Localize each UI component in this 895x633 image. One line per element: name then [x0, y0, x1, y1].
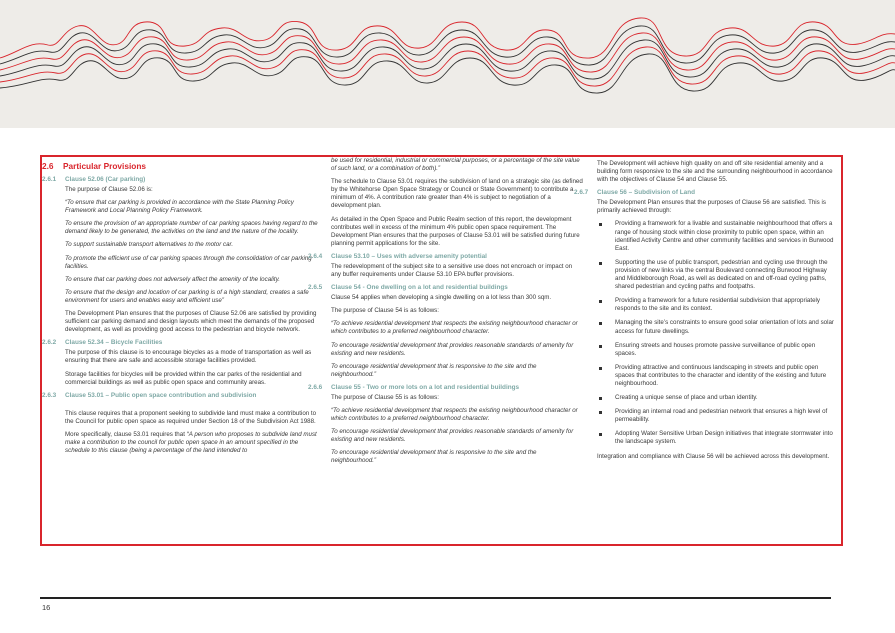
column-1 — [42, 161, 318, 460]
paragraph-lead: More specifically, clause 53.01 requires that — [65, 430, 187, 438]
list-item: Managing the site’s constraints to ensure good solar orientation of lots and solar access for future dwellings. — [597, 319, 837, 335]
paragraph: Storage facilities for bicycles will be provided within the car parks of the residential and commercial buildings as well as public open space and community areas. — [65, 370, 302, 386]
subheading-title: Clause 52.06 (Car parking) — [65, 176, 146, 183]
paragraph: The schedule to Clause 53.01 requires the subdivision of land on a strategic site (as defined by the Whitehorse Open Space Strategy or Council or State Government) to contribute a minimum of 4%. A contribution rate greater than 4% is subject to negotiation of a development plan. — [331, 178, 583, 210]
subheading-title: Clause 56 – Subdivision of Land — [597, 189, 696, 197]
quote-inline: “A person who proposes to subdivide land must make a contribution to the council for public open space in an amount specified in the schedule to this clause (being a percentage of the land intended to — [65, 430, 317, 455]
page-number: 16 — [42, 603, 51, 612]
paragraph: The purpose of Clause 54 is as follows: — [331, 307, 439, 315]
quote: “To achieve residential development that respects the existing neighbourhood character or which contributes to a preferred neighbourhood character. — [331, 406, 578, 423]
subheading-title: Clause 54 - One dwelling on a lot and residential buildings — [331, 284, 508, 292]
subheading-number: 2.6.5 — [308, 284, 323, 292]
subheading-2-6-5 — [308, 284, 583, 292]
subheading-2-6-2 — [42, 339, 318, 347]
quote: To encourage residential development that provides reasonable standards of amenity for existing and new residents. — [331, 341, 574, 357]
paragraph: The purpose of Clause 55 is as follows: — [331, 393, 439, 401]
subheading-number: 2.6.1 — [42, 176, 57, 183]
paragraph: Clause 54 applies when developing a single dwelling on a lot less than 300 sqm. — [331, 294, 552, 302]
list-item: Providing a framework for a livable and sustainable neighbourhood that offers a range of housing stock within close proximity to public open space, within an identified Activity Centre and other community facilities and services in Burwood East. — [597, 220, 837, 252]
subheading-number: 2.6.4 — [308, 252, 323, 260]
list-item: Ensuring streets and houses promote passive surveillance of public open spaces. — [597, 342, 837, 358]
subheading-title: Clause 53.10 – Uses with adverse amenity potential — [331, 252, 487, 260]
quote: be used for residential, industrial or commercial purposes, or a percentage of the site value of such land, or a combination of both).” — [331, 157, 580, 173]
paragraph: Integration and compliance with Clause 56 will be achieved across this development. — [597, 452, 830, 460]
subheading-title: Clause 53.01 – Public open space contribution and subdivision — [65, 391, 257, 399]
subheading-title: Clause 55 - Two or more lots on a lot and residential buildings — [331, 383, 520, 391]
list-item: Providing attractive and continuous landscaping in streets and public open spaces that contributes to the character and identity of the existing and future neighbourhood. — [597, 364, 837, 388]
list-item: Providing a framework for a future residential subdivision that appropriately responds to the site and its context. — [597, 297, 837, 313]
quote: To support sustainable transport alternatives to the motor car. — [65, 241, 234, 249]
paragraph: As detailed in the Open Space and Public Realm section of this report, the development contributes well in excess of the minimum 4% public open space requirement. The Development Plan ensures that the purposes of Clause 53.01 will be satisfied during future planning permit applications for the site. — [331, 215, 580, 247]
subheading-number: 2.6.7 — [574, 189, 589, 197]
paragraph: The purpose of this clause is to encourage bicycles as a mode of transportation as well as ensuring that there are safe and accessible storage facilities provided. — [65, 349, 312, 365]
paragraph: The redevelopment of the subject site to a sensitive use does not encroach or impact on any buffer requirements under Clause 53.10 EPA buffer provisions. — [331, 262, 573, 279]
decorative-banner — [0, 0, 895, 128]
list-item: Providing an internal road and pedestrian network that ensures a high level of permeability. — [597, 408, 837, 424]
paragraph: The Development will achieve high quality on and off site residential amenity and a building form responsive to the site and the surrounding neighbourhood in accordance with the objectives of Clause 54 and Clause 55. — [597, 160, 833, 184]
quote: To encourage residential development that is responsive to the site and the neighbourhood.” — [331, 449, 537, 465]
subheading-number: 2.6.6 — [308, 383, 323, 391]
subheading-2-6-4 — [308, 253, 583, 261]
subheading-title: Clause 52.34 – Bicycle Facilities — [65, 339, 163, 347]
list-item: Creating a unique sense of place and urban identity. — [597, 394, 837, 402]
column-2 — [308, 157, 583, 471]
paragraph: This clause requires that a proponent seeking to subdivide land must make a contribution to the Council for public open space as required under Section 18 of the Subdivision Act 1988. — [65, 409, 317, 425]
quote: To encourage residential development that is responsive to the site and the neighbourhood.” — [331, 362, 537, 378]
quote: To ensure that the design and location of car parking is of a high standard, creates a safe environment for users and enables easy and efficient use” — [65, 288, 309, 304]
section-number: 2.6 — [42, 161, 54, 171]
quote: “To achieve residential development that respects the existing neighbourhood character or which contributes to a preferred neighbourhood character. — [331, 320, 578, 336]
quote: To encourage residential development that provides reasonable standards of amenity for existing and new residents. — [331, 428, 574, 444]
paragraph — [65, 431, 318, 455]
footer-rule — [40, 597, 831, 599]
quote: To promote the efficient use of car parking spaces through the consolidation of car parking facilities. — [65, 254, 312, 270]
section-heading — [42, 161, 318, 171]
quote: To ensure that car parking does not adversely affect the amenity of the locality. — [65, 275, 280, 283]
subheading-2-6-6 — [308, 384, 583, 392]
paragraph: The Development Plan ensures that the purposes of Clause 56 are satisfied. This is primarily achieved through: — [597, 199, 826, 215]
list-item: Adopting Water Sensitive Urban Design initiatives that integrate stormwater into the landscape system. — [597, 430, 837, 446]
subheading-number: 2.6.2 — [42, 339, 57, 347]
subheading-2-6-7 — [574, 189, 837, 197]
quote: To ensure the provision of an appropriate number of car parking spaces having regard to the demand likely to be generated, the activities on the land and the nature of the locality. — [65, 220, 318, 236]
content-frame — [40, 155, 843, 546]
paragraph: The purpose of Clause 52.06 is: — [65, 186, 153, 193]
subheading-2-6-3 — [42, 392, 318, 400]
paragraph: The Development Plan ensures that the purposes of Clause 52.06 are satisfied by providing sufficient car parking demand and design layouts which meet the demands of the proposed development, as well as providing good access to the pedestrian and bicycle network. — [65, 310, 317, 334]
section-title: Particular Provisions — [63, 161, 147, 171]
contour-lines-graphic — [0, 0, 895, 128]
quote: “To ensure that car parking is provided in accordance with the State Planning Policy Framework and Local Planning Policy Framework. — [65, 199, 294, 215]
subheading-number: 2.6.3 — [42, 391, 57, 399]
bullet-list — [597, 220, 837, 446]
column-3 — [574, 160, 837, 466]
subheading-2-6-1 — [42, 176, 318, 184]
list-item: Supporting the use of public transport, pedestrian and cycling use through the provision of new links via the central Boulevard connecting Burwood Highway and Middleborough Road, as well as dedicated on and off-road cycling paths, shared pedestrian and cycling paths and footpaths. — [597, 259, 837, 291]
